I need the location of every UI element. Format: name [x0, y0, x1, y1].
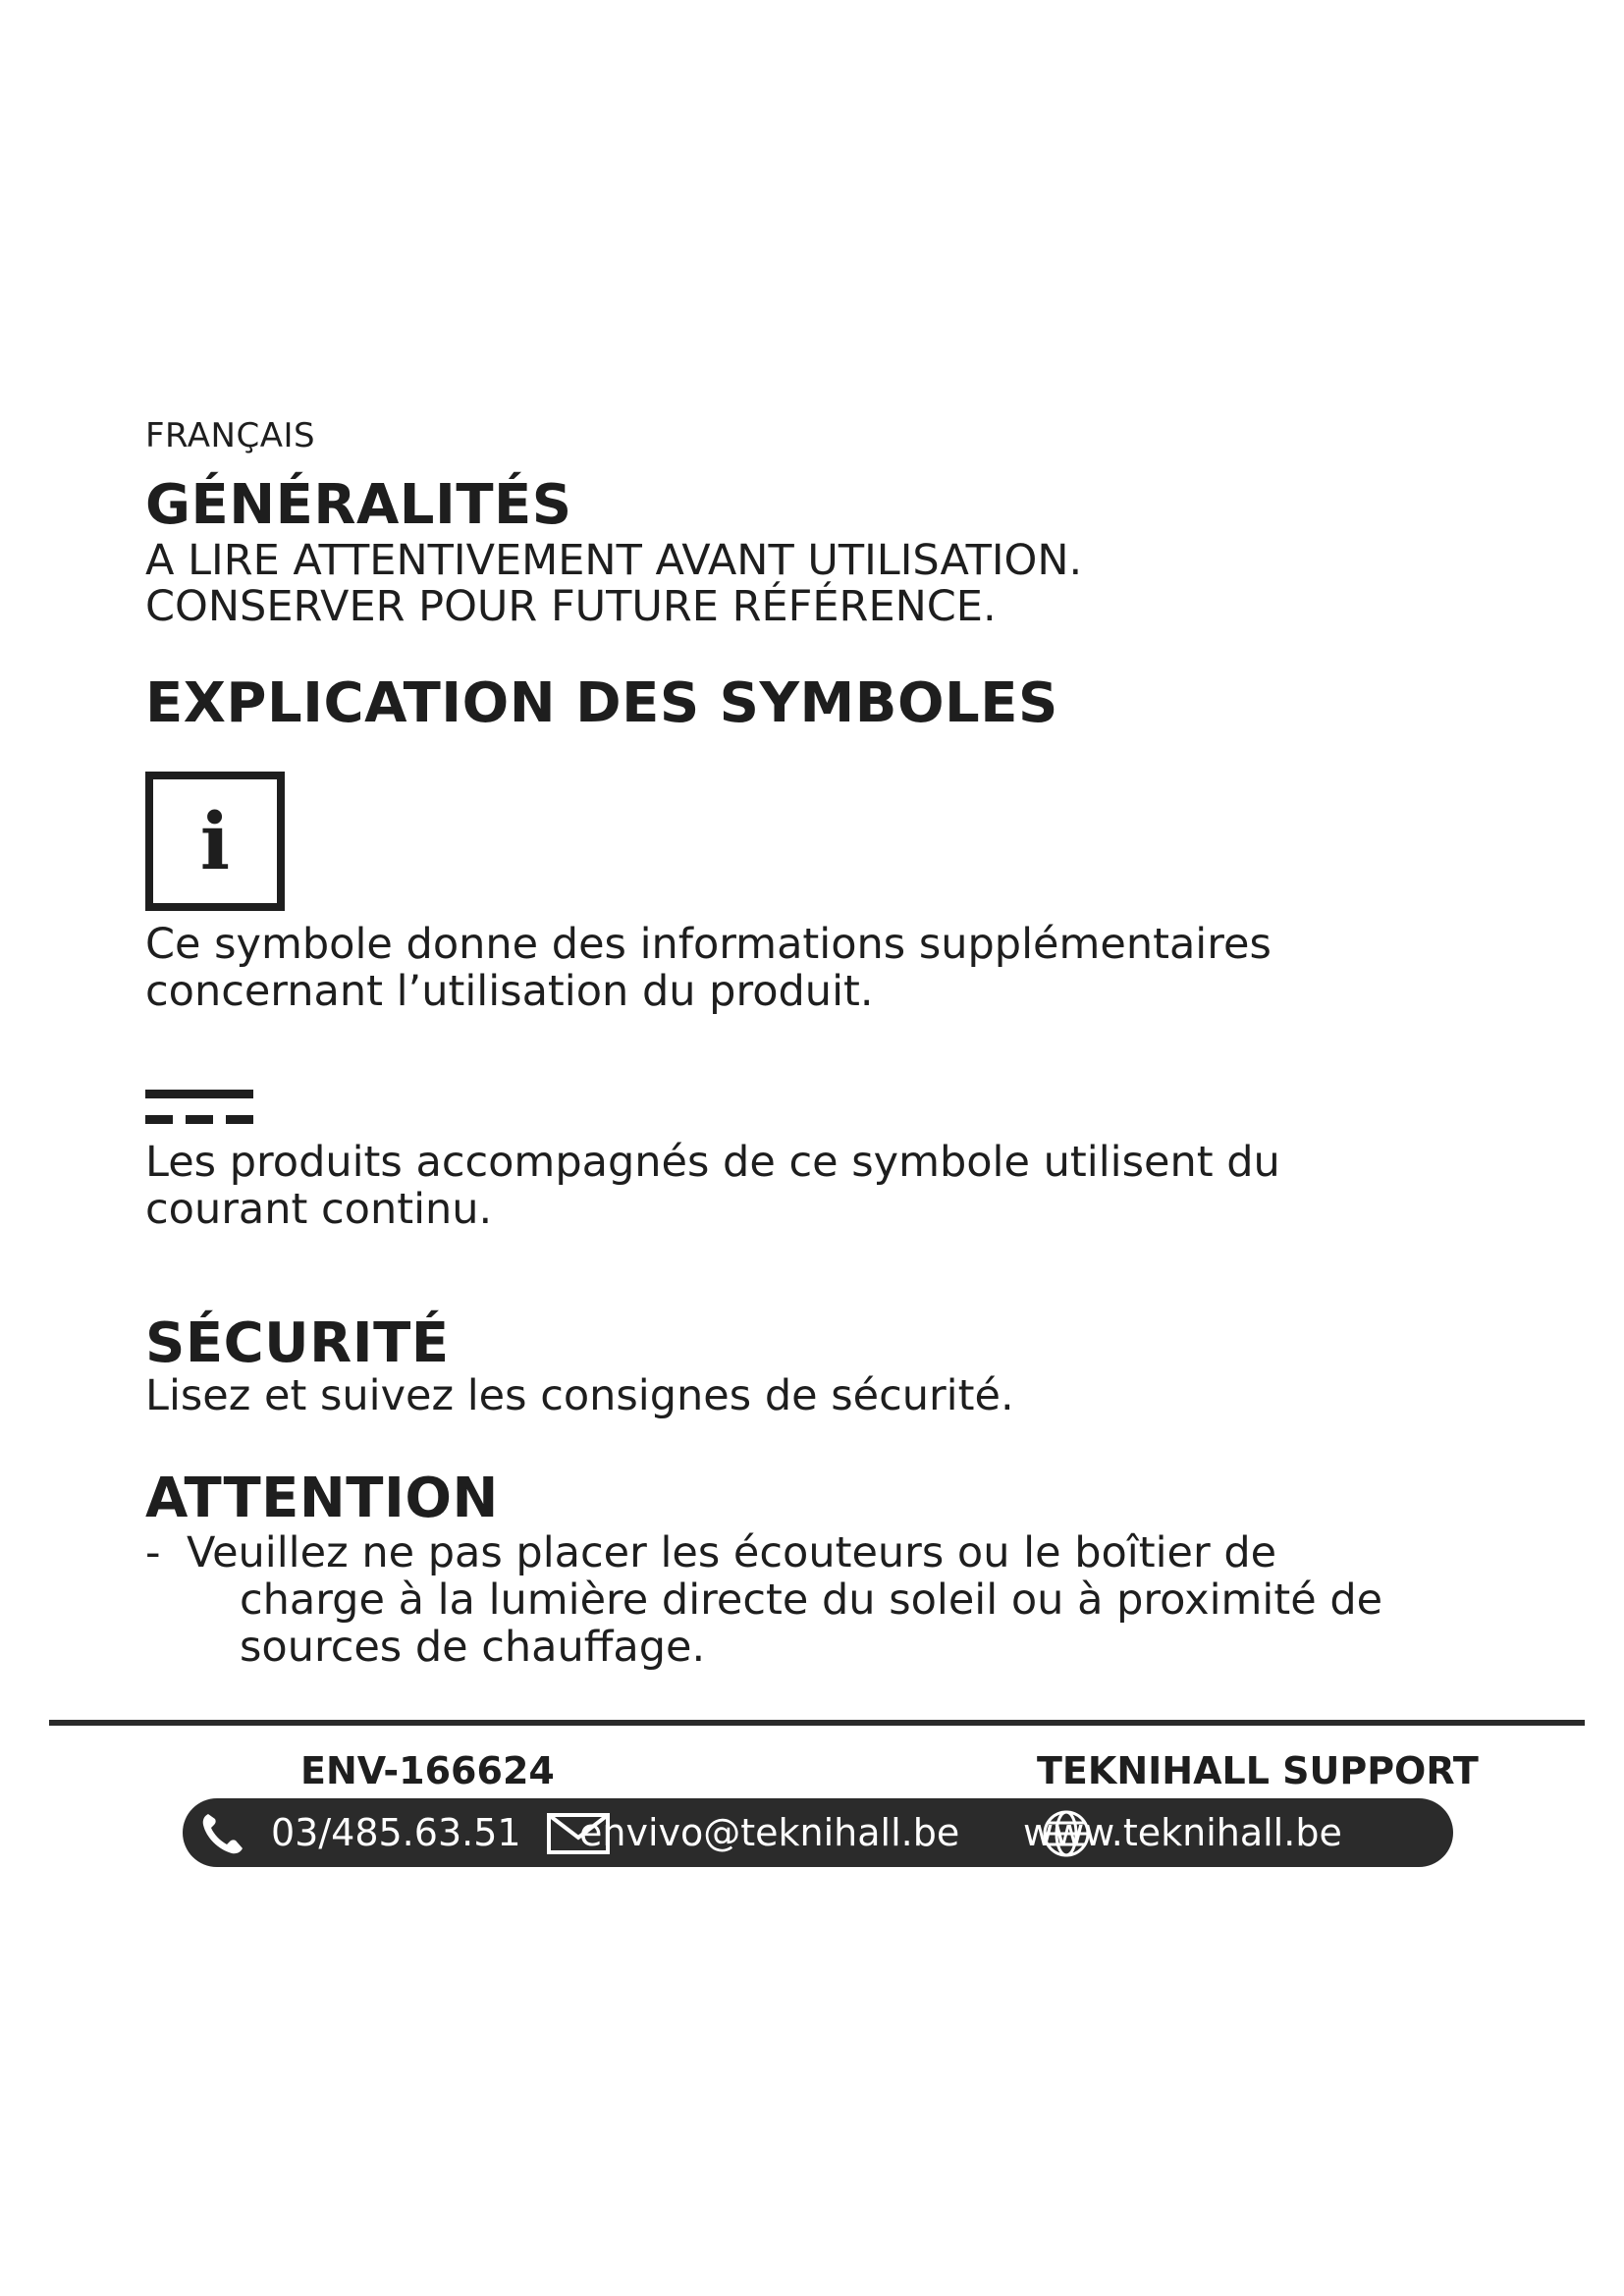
dc-description-line-2: courant continu.: [145, 1185, 493, 1234]
direct-current-icon: [145, 1090, 253, 1129]
safety-title: SÉCURITÉ: [145, 1311, 450, 1375]
support-email[interactable]: envivo@teknihall.be: [579, 1811, 960, 1854]
info-icon: [145, 772, 285, 911]
support-website[interactable]: www.teknihall.be: [1023, 1811, 1342, 1854]
phone-icon: [198, 1810, 247, 1857]
language-label: FRANÇAIS: [145, 416, 316, 455]
footer-divider: [49, 1720, 1585, 1726]
info-icon-glyph: i: [199, 795, 231, 887]
attention-title: ATTENTION: [145, 1467, 499, 1530]
support-phone: 03/485.63.51: [271, 1811, 521, 1854]
support-contact-bar: [183, 1798, 1453, 1867]
dc-description-line-1: Les produits accompagnés de ce symbole utilisent du: [145, 1138, 1280, 1187]
general-title: GÉNÉRALITÉS: [145, 473, 572, 537]
symbols-title: EXPLICATION DES SYMBOLES: [145, 671, 1058, 735]
attention-line-1: Veuillez ne pas placer les écouteurs ou le boîtier de: [187, 1528, 1277, 1577]
general-line-1: A LIRE ATTENTIVEMENT AVANT UTILISATION.: [145, 536, 1083, 585]
attention-line-3: sources de chauffage.: [240, 1623, 706, 1672]
general-line-2: CONSERVER POUR FUTURE RÉFÉRENCE.: [145, 582, 997, 631]
attention-bullet-marker: -: [145, 1528, 161, 1577]
support-title: TEKNIHALL SUPPORT: [1037, 1749, 1479, 1792]
model-number: ENV-166624: [300, 1749, 555, 1792]
info-description-line-1: Ce symbole donne des informations supplémentaires: [145, 920, 1272, 969]
info-description-line-2: concernant l’utilisation du produit.: [145, 967, 874, 1016]
safety-text: Lisez et suivez les consignes de sécurité.: [145, 1371, 1014, 1420]
attention-line-2: charge à la lumière directe du soleil ou à proximité de: [240, 1575, 1383, 1625]
